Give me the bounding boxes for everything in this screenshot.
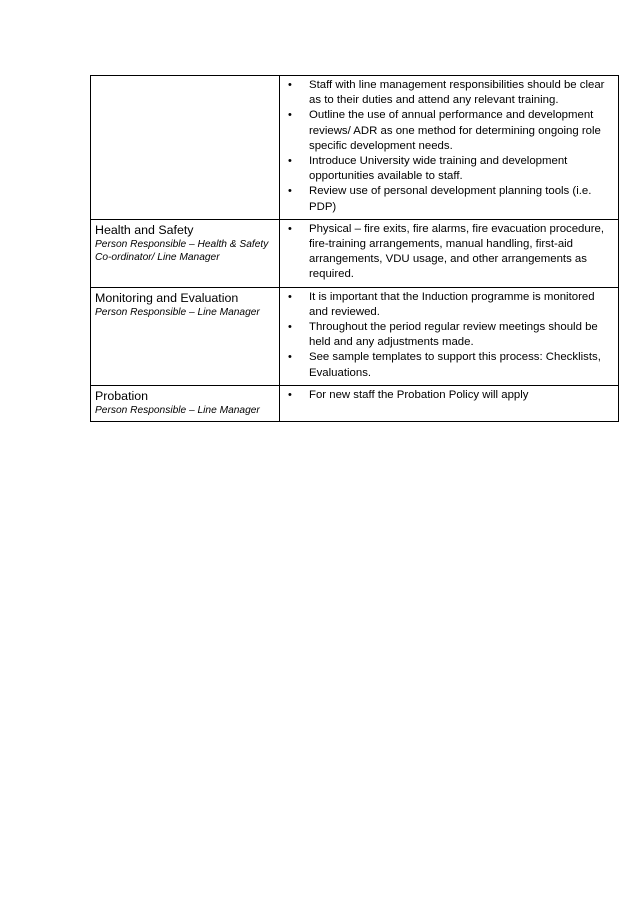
- list-item: [284, 350, 614, 380]
- list-item-text: Throughout the period regular review meetings should be held and any adjustments made.: [309, 321, 598, 349]
- section-title: Health and Safety: [95, 222, 194, 237]
- section-cell: [91, 385, 280, 422]
- table-row: [91, 219, 619, 287]
- list-item-text: Physical – fire exits, fire alarms, fire evacuation procedure, fire-training arrangements, manual handling, first-aid arrangements, VDU usage, and other arrangements as required.: [309, 222, 605, 281]
- bullet-icon: •: [288, 155, 292, 168]
- list-item-text: Staff with line management responsibilities should be clear as to their duties and attend any relevant training.: [309, 79, 605, 107]
- bullet-icon: •: [288, 351, 292, 364]
- bullet-icon: •: [288, 388, 292, 401]
- details-cell: [280, 287, 619, 385]
- list-item-text: It is important that the Induction programme is monitored and reviewed.: [309, 290, 595, 318]
- list-item: [284, 78, 614, 108]
- section-cell: [91, 219, 280, 287]
- details-cell: [280, 76, 619, 220]
- list-item: [284, 320, 614, 350]
- section-cell: [91, 287, 280, 385]
- bullet-icon: •: [288, 222, 292, 235]
- section-title: Probation: [95, 388, 149, 403]
- list-item: [284, 154, 614, 184]
- table-row: [91, 287, 619, 385]
- bullet-icon: •: [288, 185, 292, 198]
- bullet-list: [284, 290, 614, 381]
- section-responsible: Person Responsible – Line Manager: [95, 306, 260, 318]
- list-item: [284, 184, 614, 214]
- list-item-text: For new staff the Probation Policy will apply: [309, 388, 529, 401]
- details-cell: [280, 385, 619, 422]
- list-item: [284, 388, 614, 403]
- list-item-text: Introduce University wide training and development opportunities available to staff.: [309, 155, 568, 183]
- list-item-text: Review use of personal development planning tools (i.e. PDP): [309, 185, 592, 213]
- list-item-text: See sample templates to support this process: Checklists, Evaluations.: [309, 351, 601, 379]
- section-cell: [91, 76, 280, 220]
- section-responsible: Person Responsible – Line Manager: [95, 404, 260, 416]
- details-cell: [280, 219, 619, 287]
- list-item: [284, 222, 614, 283]
- table-row: [91, 76, 619, 220]
- bullet-icon: •: [288, 321, 292, 334]
- bullet-icon: •: [288, 290, 292, 303]
- bullet-icon: •: [288, 109, 292, 122]
- bullet-list: [284, 222, 614, 283]
- bullet-list: [284, 388, 614, 403]
- induction-table: [90, 75, 619, 422]
- list-item: [284, 108, 614, 154]
- bullet-icon: •: [288, 79, 292, 91]
- bullet-list: [284, 78, 614, 215]
- section-title: Monitoring and Evaluation: [95, 290, 239, 305]
- list-item-text: Outline the use of annual performance and development reviews/ ADR as one method for determining ongoing role specific development needs.: [309, 109, 601, 152]
- table-row: [91, 385, 619, 422]
- section-responsible: Person Responsible – Health & Safety Co-ordinator/ Line Manager: [95, 238, 269, 264]
- list-item: [284, 290, 614, 320]
